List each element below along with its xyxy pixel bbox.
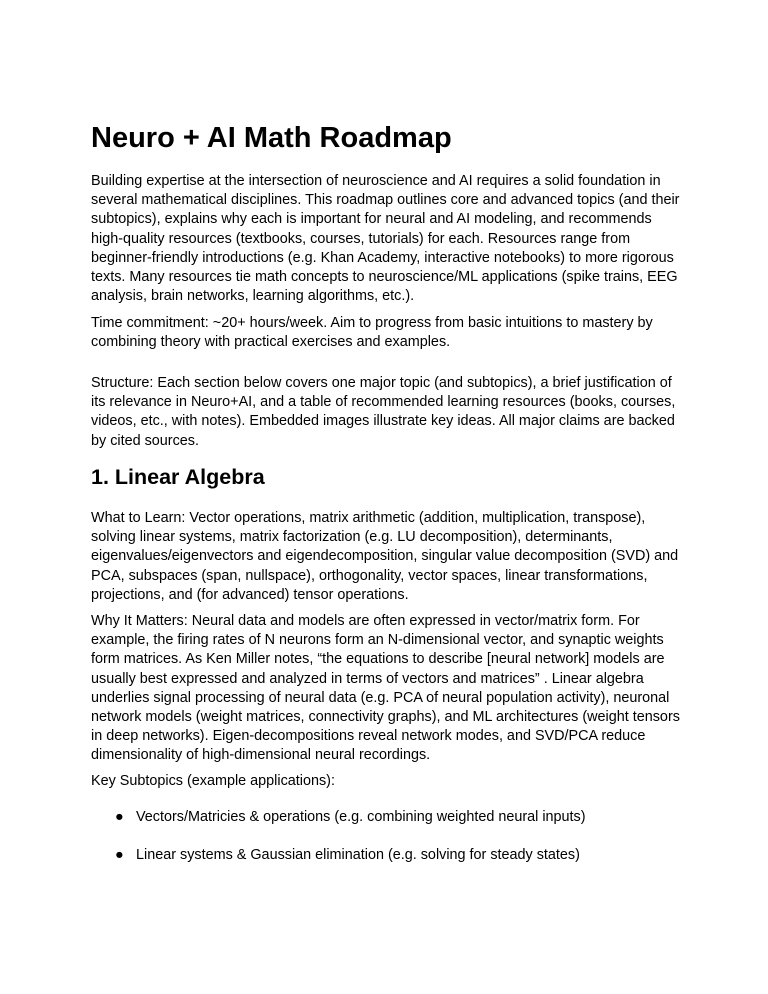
bullet-icon: ● xyxy=(115,809,124,825)
document-title: Neuro + AI Math Roadmap xyxy=(91,122,452,154)
intro-paragraph-1: Building expertise at the intersection of neuroscience and AI requires a solid foundation in several mathematical disciplines. This roadmap outlines core and advanced topics (and their subtopics), explains why each is important for neural and AI modeling, and recommends high-quality resources (textbooks, courses, tutorials) for each. Resources range from beginner-friendly introductions (e.g. Khan Academy, interactive notebooks) to more rigorous texts. Many resources tie math concepts to neuroscience/ML applications (spike trains, EEG analysis, brain networks, learning algorithms, etc.). xyxy=(91,173,680,305)
section-heading-linear-algebra: 1. Linear Algebra xyxy=(91,465,265,489)
list-item-text: Vectors/Matricies & operations (e.g. combining weighted neural inputs) xyxy=(136,809,586,825)
bullet-icon: ● xyxy=(115,847,124,863)
section-why-it-matters: Why It Matters: Neural data and models are often expressed in vector/matrix form. For example, the firing rates of N neurons form an N-dimensional vector, and synaptic weights form matrices. As Ken Miller notes, “the equations to describe [neural network] models are usually best expressed and analyzed in terms of vectors and matrices” . Linear algebra underlies signal processing of neural data (e.g. PCA of neural population activity), neuronal network models (weight matrices, connectivity graphs), and ML architectures (weight tensors in deep networks). Eigen-decompositions reveal network modes, and SVD/PCA reduce dimensionality of high-dimensional neural recordings. xyxy=(91,613,680,764)
intro-paragraph-3: Structure: Each section below covers one major topic (and subtopics), a brief justification of its relevance in Neuro+AI, and a table of recommended learning resources (books, courses, videos, etc., with notes). Embedded images illustrate key ideas. All major claims are backed by cited sources. xyxy=(91,375,676,449)
subtopics-label: Key Subtopics (example applications): xyxy=(91,773,335,789)
intro-paragraph-2: Time commitment: ~20+ hours/week. Aim to progress from basic intuitions to mastery by combining theory with practical exercises and examples. xyxy=(91,315,653,351)
section-what-to-learn: What to Learn: Vector operations, matrix arithmetic (addition, multiplication, transpose), solving linear systems, matrix factorization (e.g. LU decomposition), determinants, eigenvalues/eigenvectors and eigendecomposition, singular value decomposition (SVD) and PCA, subspaces (span, nullspace), orthogonality, vector spaces, linear transformations, projections, and (for advanced) tensor operations. xyxy=(91,510,679,603)
list-item-text: Linear systems & Gaussian elimination (e.g. solving for steady states) xyxy=(136,847,580,863)
